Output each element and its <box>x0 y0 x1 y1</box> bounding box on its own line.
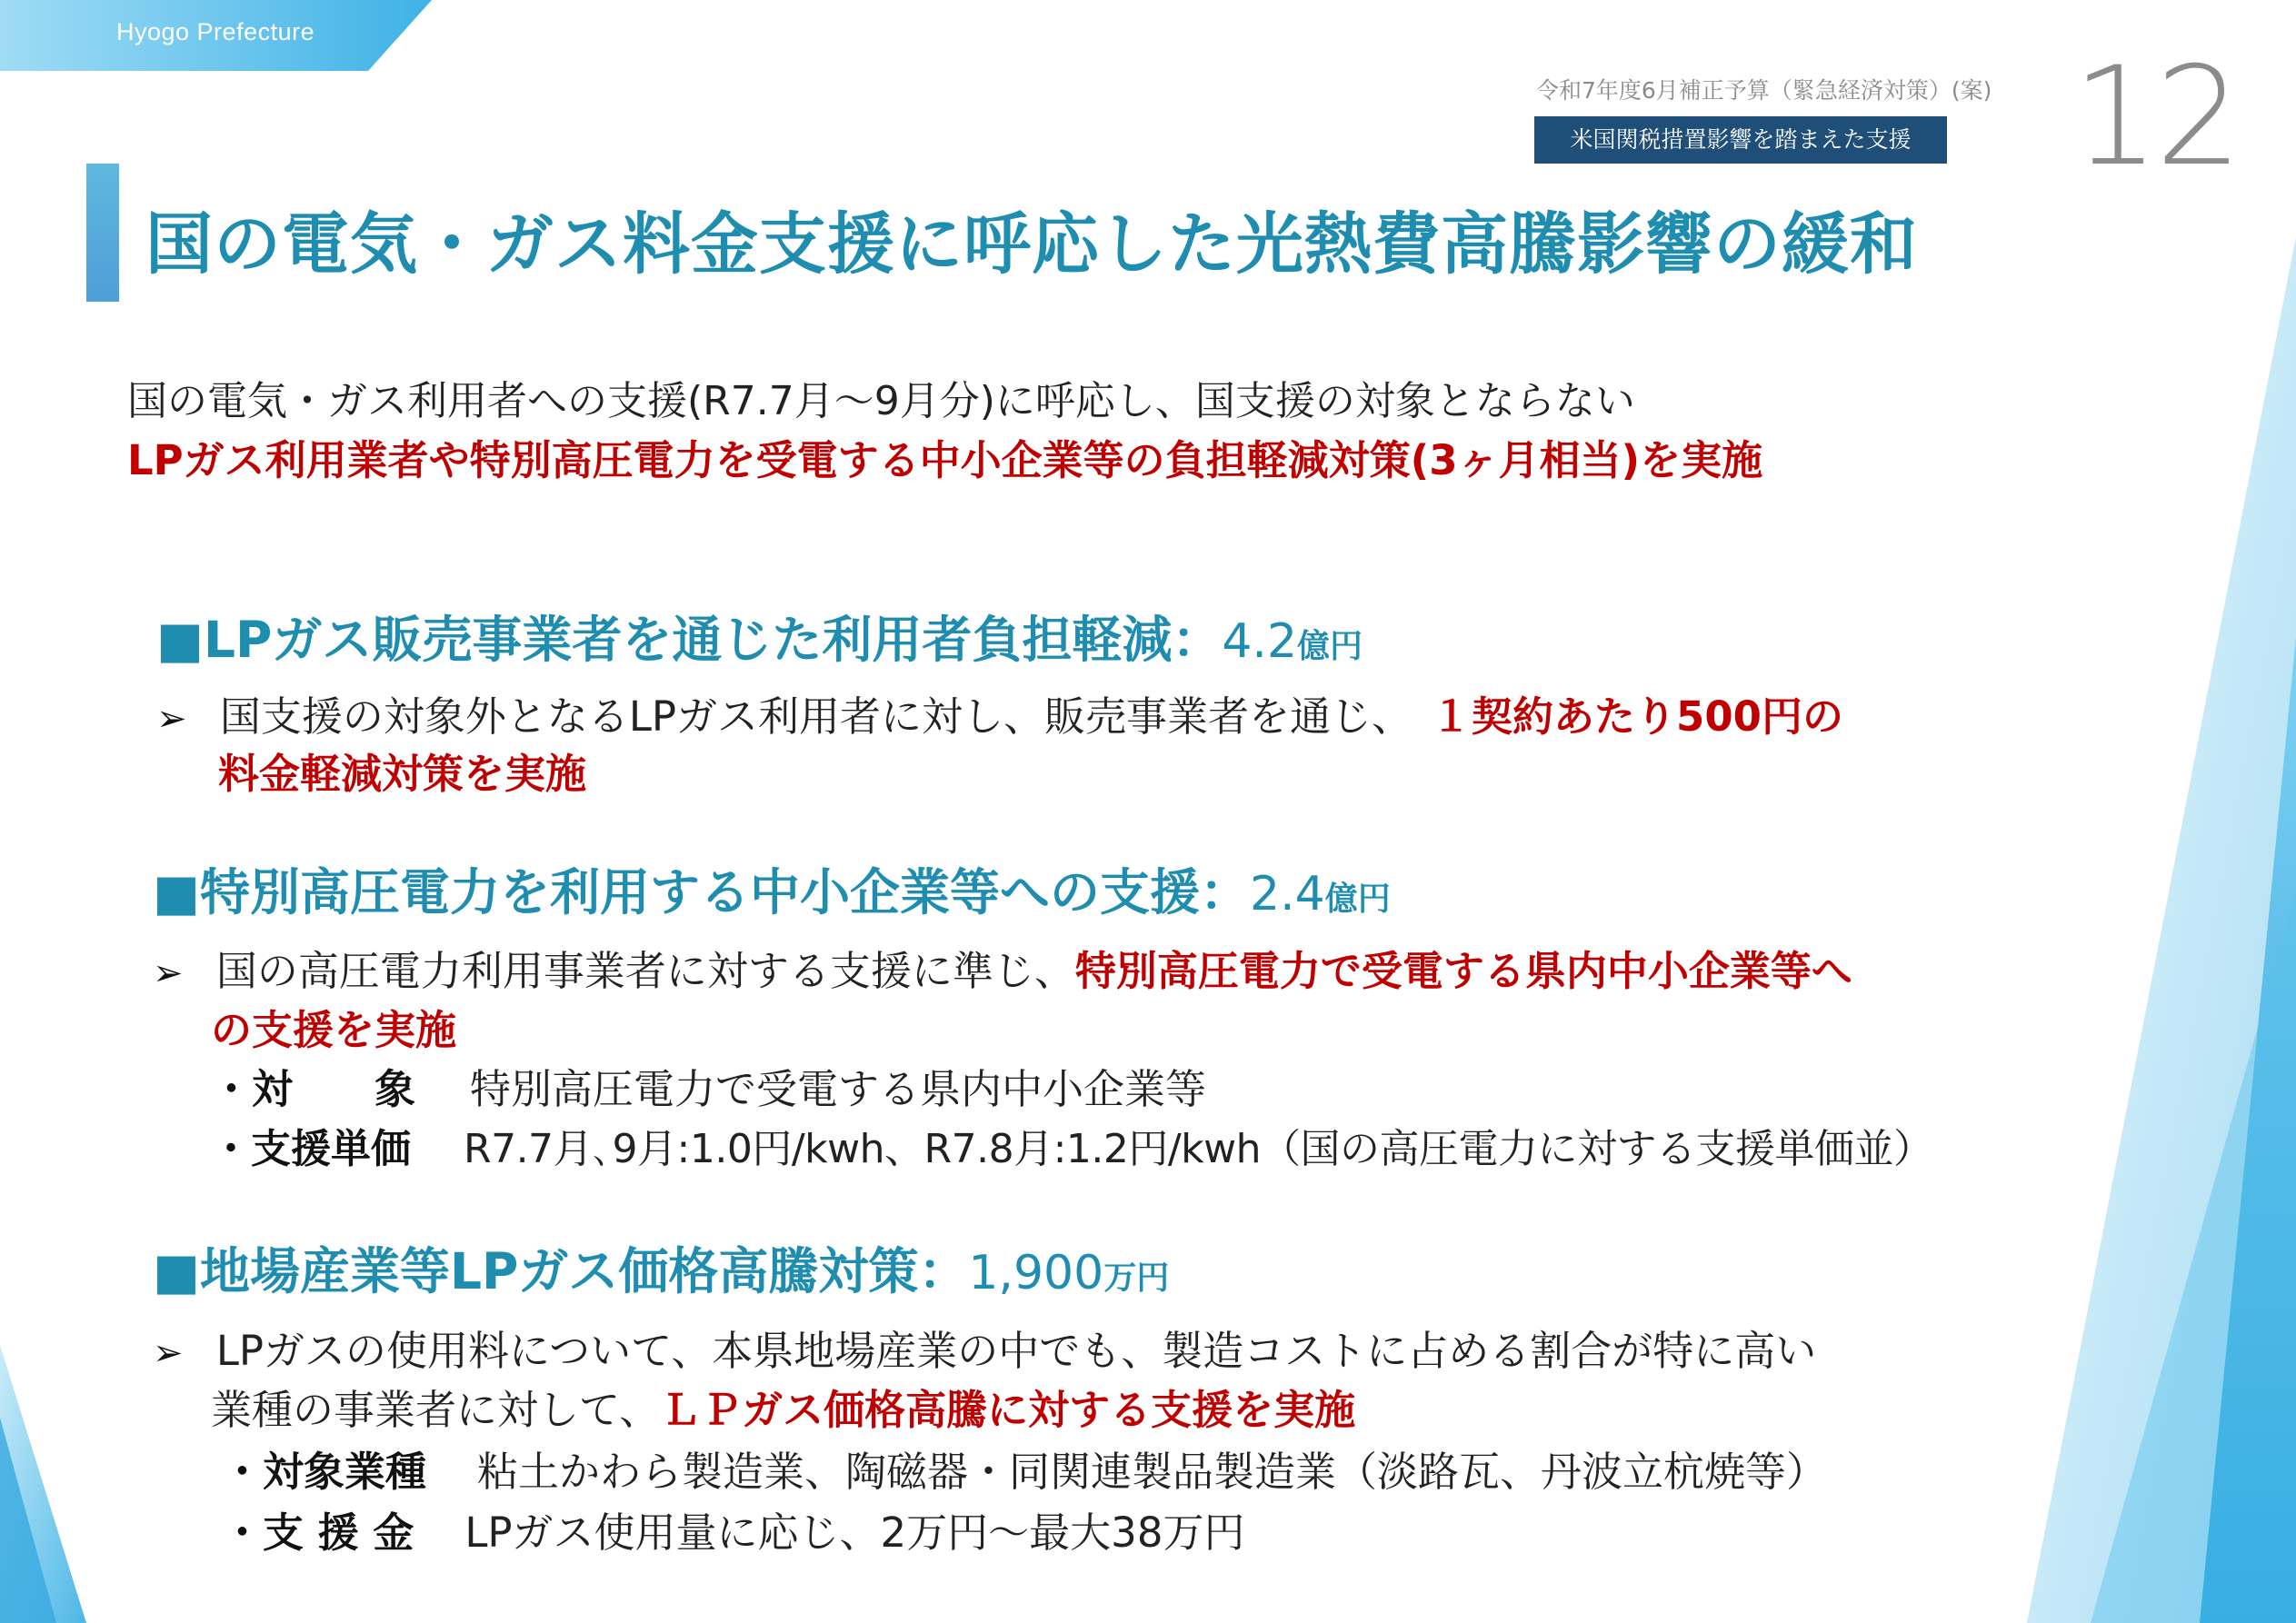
section-3-bullet-cont <box>211 1377 1355 1436</box>
section-2-bullet-emphasis: 特別高圧電力で受電する県内中小企業等へ <box>1074 947 1852 995</box>
section-2-bullet <box>153 938 1852 997</box>
section-2-detail-target <box>211 1056 1206 1115</box>
section-3-detail-industry <box>222 1439 1827 1498</box>
detail-label: ・支 援 金 <box>222 1508 414 1557</box>
detail-label: ・支援単価 <box>211 1126 411 1172</box>
section-1-bullet-text: 国支援の対象外となるLPガス利用者に対し、販売事業者を通じ、 <box>219 692 1413 741</box>
arrow-bullet-icon: ➢ <box>153 1332 184 1374</box>
section-1-heading <box>156 600 1363 672</box>
subtitle-badge: 米国関税措置影響を踏まえた支援 <box>1534 116 1947 164</box>
section-3-bullet-text-cont: 業種の事業者に対して、 <box>211 1386 661 1434</box>
square-bullet-icon: ■ <box>156 611 204 669</box>
page-number: 12 <box>2072 38 2239 196</box>
section-3-bullet-emphasis: ＬＰガス価格高騰に対する支援を実施 <box>660 1386 1356 1434</box>
detail-value: 粘土かわら製造業、陶磁器・同関連製品製造業（淡路瓦、丹波立杭焼等） <box>477 1448 1828 1496</box>
section-3-heading <box>153 1231 1169 1303</box>
square-bullet-icon: ■ <box>153 863 200 921</box>
arrow-bullet-icon: ➢ <box>156 698 187 740</box>
detail-label: ・対 象 <box>211 1065 416 1113</box>
brand-label: Hyogo Prefecture <box>116 18 315 45</box>
section-1-amount: 4.2 <box>1222 614 1298 669</box>
intro-line-2: LPガス利用業者や特別高圧電力を受電する中小企業等の負担軽減対策(3ヶ月相当)を実施 <box>127 436 1763 484</box>
page-title: 国の電気・ガス料金支援に呼応した光熱費高騰影響の緩和 <box>145 205 1918 284</box>
section-1-bullet-emphasis: １契約あたり500円の <box>1431 692 1843 741</box>
intro-line-1: 国の電気・ガス利用者への支援(R7.7月～9月分)に呼応し、国支援の対象とならない <box>127 378 1635 424</box>
section-3-title: 地場産業等LPガス価格高騰対策： <box>199 1242 969 1300</box>
section-2-detail-unit-price <box>211 1116 1933 1174</box>
section-2-bullet-emphasis-cont: の支援を実施 <box>211 1006 457 1054</box>
section-1-title: LPガス販売事業者を通じた利用者負担軽減： <box>203 611 1223 669</box>
detail-value: LPガス使用量に応じ、2万円～最大38万円 <box>464 1508 1245 1557</box>
section-2-title: 特別高圧電力を利用する中小企業等への支援： <box>199 863 1250 921</box>
section-3-bullet <box>153 1318 1816 1377</box>
detail-value: 特別高圧電力で受電する県内中小企業等 <box>470 1065 1207 1113</box>
square-bullet-icon: ■ <box>153 1242 200 1300</box>
section-3-bullet-text: LPガスの使用料について、本県地場産業の中でも、製造コストに占める割合が特に高い <box>215 1327 1817 1375</box>
detail-label: ・対象業種 <box>222 1448 427 1496</box>
section-2-bullet-text: 国の高圧電力利用事業者に対する支援に準じ、 <box>215 947 1075 995</box>
section-3-unit: 万円 <box>1103 1260 1170 1297</box>
section-1-bullet <box>156 683 1843 742</box>
section-2-amount: 2.4 <box>1249 867 1325 921</box>
section-2-heading <box>153 852 1391 924</box>
section-2-unit: 億円 <box>1324 881 1391 918</box>
section-3-detail-amount <box>222 1499 1244 1558</box>
section-1-bullet-emphasis-cont: 料金軽減対策を実施 <box>218 750 587 798</box>
arrow-bullet-icon: ➢ <box>153 952 184 994</box>
title-accent-bar <box>86 164 119 302</box>
budget-label: 令和7年度6月補正予算（緊急経済対策）(案) <box>1536 77 1992 104</box>
detail-value: R7.7月､9月:1.0円/kwh、R7.8月:1.2円/kwh（国の高圧電力に対する支援単価並） <box>464 1126 1933 1172</box>
section-1-unit: 億円 <box>1297 628 1363 665</box>
section-3-amount: 1,900 <box>968 1246 1104 1300</box>
